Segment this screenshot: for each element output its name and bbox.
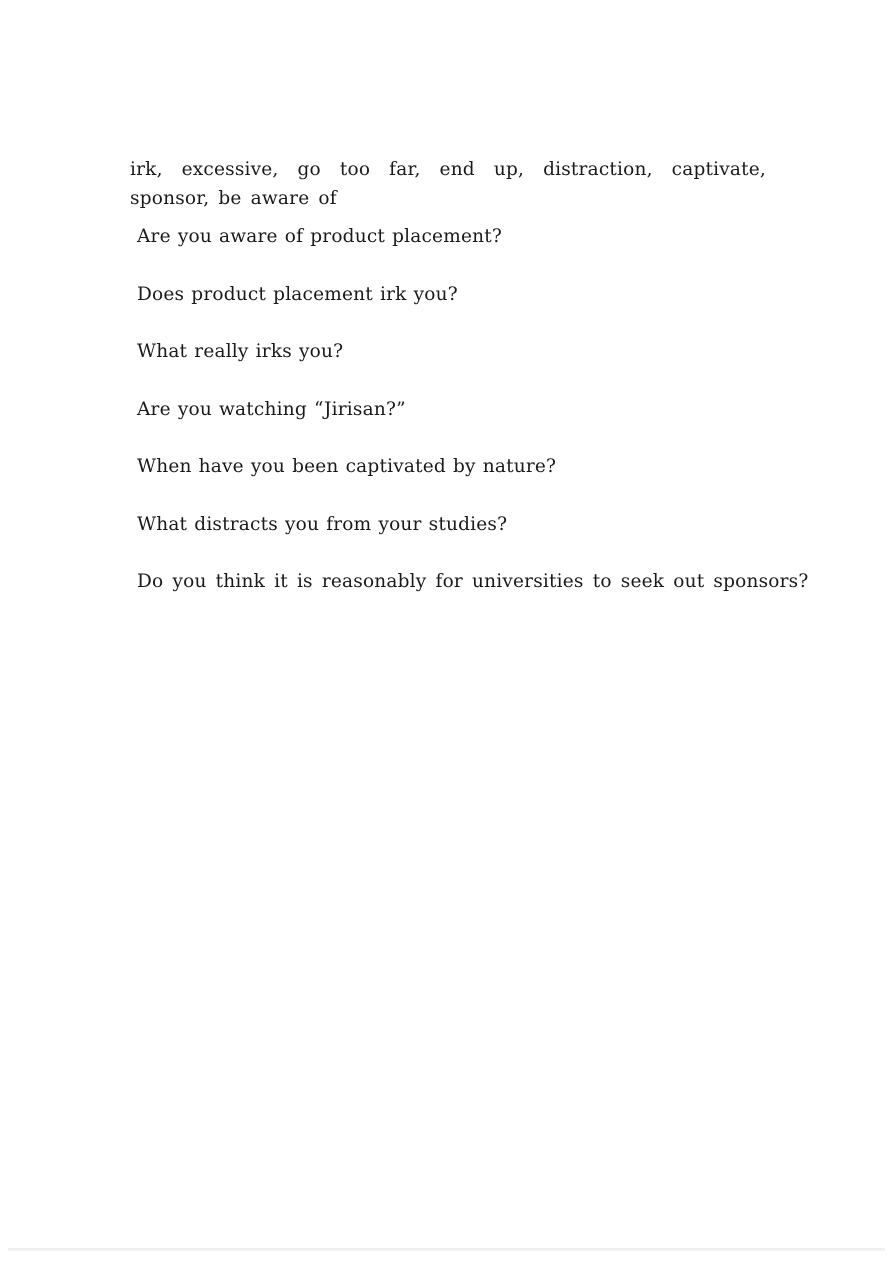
vocabulary-list: irk, excessive, go too far, end up, distraction, captivate, sponsor, be aware of: [130, 158, 766, 209]
question-item: Does product placement irk you?: [137, 283, 458, 305]
question-item: When have you been captivated by nature?: [137, 456, 557, 477]
scan-edge-line: [8, 1248, 885, 1251]
question-item: What really irks you?: [137, 341, 344, 362]
question-item: What distracts you from your studies?: [137, 513, 508, 535]
question-list: [137, 222, 809, 625]
question-item: Are you aware of product placement?: [137, 226, 502, 247]
question-item: Do you think it is reasonably for universities to seek out sponsors?: [137, 571, 809, 592]
question-item: Are you watching “Jirisan?”: [137, 398, 406, 420]
